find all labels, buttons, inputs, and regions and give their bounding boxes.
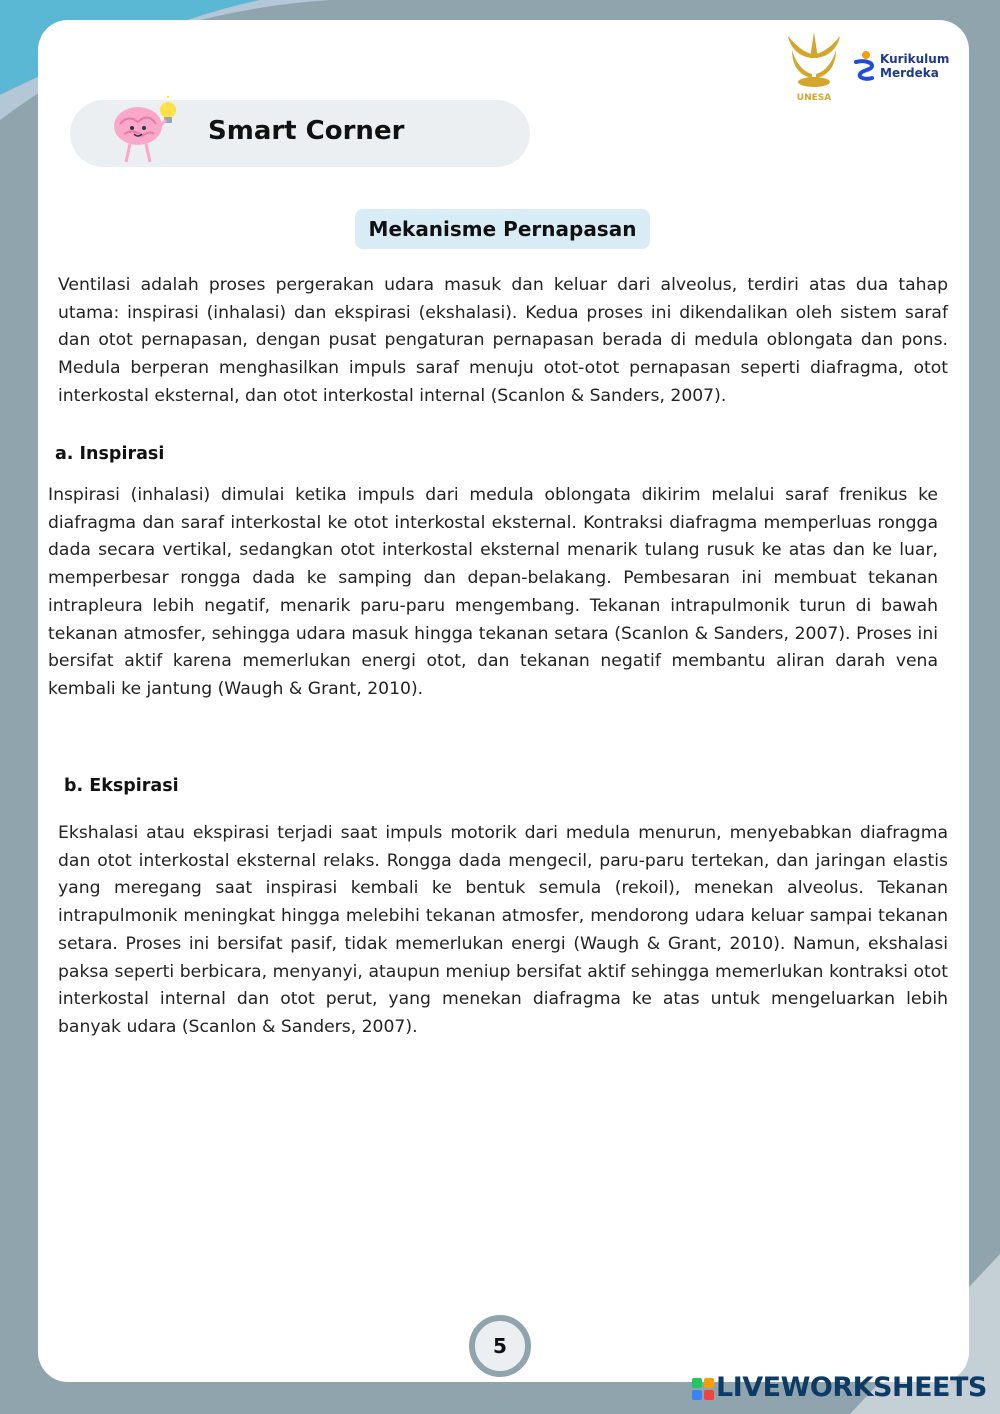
merdeka-text: Merdeka <box>880 66 939 80</box>
kurikulum-text: Kurikulum <box>880 52 950 66</box>
worksheet-page <box>38 20 969 1382</box>
kurikulum-merdeka-logo <box>852 48 952 88</box>
liveworksheets-text: LIVEWORKSHEETS <box>716 1372 987 1403</box>
kurikulum-merdeka-text <box>880 52 949 80</box>
smart-corner-title: Smart Corner <box>208 116 405 146</box>
liveworksheets-brand <box>690 1372 990 1412</box>
brain-mascot-icon <box>106 96 186 168</box>
unesa-logo <box>782 28 846 106</box>
inspirasi-paragraph: Inspirasi (inhalasi) dimulai ketika impuls dari medula oblongata dikirim melalui saraf frenikus ke diafragma dan saraf interkostal ke otot interkostal eksternal. Kontraksi diafragma memperluas rongga dada secara vertikal, sedangkan otot interkostal eksternal menarik tulang rusuk ke atas dan ke luar, memperbesar rongga dada ke samping dan depan-belakang. Pembesaran ini membuat tekanan intrapleura lebih negatif, menarik paru-paru mengembang. Tekanan intrapulmonik turun di bawah tekanan atmosfer, sehingga udara masuk hingga tekanan setara (Scanlon & Sanders, 2007). Proses ini bersifat aktif karena memerlukan energi otot, dan tekanan negatif membantu aliran darah vena kembali ke jantung (Waugh & Grant, 2010). <box>48 485 938 699</box>
kurikulum-merdeka-icon <box>852 50 876 84</box>
intro-paragraph: Ventilasi adalah proses pergerakan udara masuk dan keluar dari alveolus, terdiri atas dua tahap utama: inspirasi (inhalasi) dan ekspirasi (ekshalasi). Kedua proses ini dikendalikan oleh sistem saraf dan otot pernapasan, dengan pusat pengaturan pernapasan berada di medula oblongata dan pons. Medula berperan menghasilkan impuls saraf menuju otot-otot pernapasan seperti diafragma, otot interkostal eksternal, dan otot interkostal internal (Scanlon & Sanders, 2007). <box>58 275 948 406</box>
inspirasi-heading: a. Inspirasi <box>55 444 165 464</box>
page-number: 5 <box>469 1315 531 1377</box>
ekspirasi-paragraph: Ekshalasi atau ekspirasi terjadi saat impuls motorik dari medula menurun, menyebabkan diafragma dan otot interkostal eksternal relaks. Rongga dada mengecil, paru-paru tertekan, dan jaringan elastis yang meregang saat inspirasi kembali ke bentuk semula (rekoil), menekan alveolus. Tekanan intrapulmonik meningkat hingga melebihi tekanan atmosfer, mendorong udara keluar sampai tekanan setara. Proses ini bersifat pasif, tidak memerlukan energi (Waugh & Grant, 2010). Namun, ekshalasi paksa seperti berbicara, menyanyi, ataupun meniup bersifat aktif sehingga memerlukan kontraksi otot interkostal internal dan otot perut, yang menekan diafragma ke atas untuk mengeluarkan lebih banyak udara (Scanlon & Sanders, 2007). <box>58 823 948 1037</box>
smart-corner-banner <box>70 100 530 167</box>
ekspirasi-heading: b. Ekspirasi <box>64 776 179 796</box>
svg-text:UNESA: UNESA <box>796 93 832 103</box>
section-heading: Mekanisme Pernapasan <box>355 209 650 249</box>
header-logos <box>782 28 952 108</box>
liveworksheets-logo-icon <box>692 1378 714 1400</box>
